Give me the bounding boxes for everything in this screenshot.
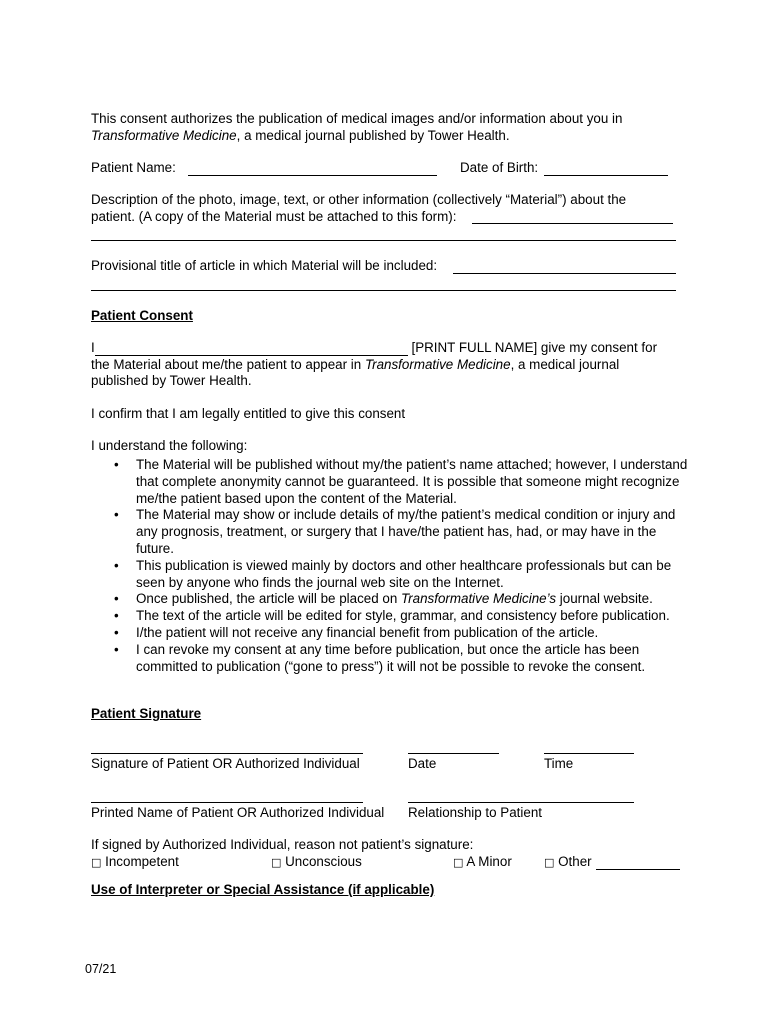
signature-field[interactable] bbox=[91, 753, 363, 754]
list-item: • I/the patient will not receive any financial benefit from publication of the article. bbox=[114, 624, 599, 640]
confirm-statement: I confirm that I am legally entitled to give this consent bbox=[91, 406, 406, 421]
intro-line-1: This consent authorizes the publication of medical images and/or information about you in bbox=[91, 111, 623, 126]
bullet-icon: • bbox=[114, 641, 119, 657]
bullet-icon: • bbox=[114, 507, 119, 523]
provisional-title-field-1[interactable] bbox=[453, 273, 676, 274]
reason-minor[interactable]: □ A Minor bbox=[453, 854, 512, 869]
reason-incompetent[interactable]: □ Incompetent bbox=[91, 854, 179, 869]
patient-name-field[interactable] bbox=[188, 175, 437, 176]
list-item: • The Material may show or include details of my/the patient’s medical condition or injury and any prognosis, treatment, or surgery that I have/the patient has, had, or may have in the future. bbox=[114, 507, 676, 556]
print-full-name-field[interactable] bbox=[95, 355, 408, 356]
bullet-icon: • bbox=[114, 457, 119, 472]
time-label: Time bbox=[544, 756, 574, 771]
checkbox-icon[interactable]: □ bbox=[453, 856, 464, 869]
provisional-title-field-2[interactable] bbox=[91, 290, 676, 291]
bullet-icon: • bbox=[114, 557, 119, 573]
consent-line-2: the Material about me/the patient to appear in Transformative Medicine, a medical journal bbox=[91, 356, 620, 372]
list-item: • Once published, the article will be placed on Transformative Medicine’s journal website. bbox=[114, 591, 653, 607]
authorized-reason-text: If signed by Authorized Individual, reason not patient’s signature: bbox=[91, 837, 474, 852]
other-reason-field[interactable] bbox=[596, 869, 680, 870]
patient-signature-heading: Patient Signature bbox=[91, 706, 202, 721]
printed-name-label: Printed Name of Patient OR Authorized Individual bbox=[91, 805, 385, 820]
time-field[interactable] bbox=[544, 753, 634, 754]
consent-line-3: published by Tower Health. bbox=[91, 373, 252, 389]
description-field-2[interactable] bbox=[91, 240, 676, 241]
patient-name-label: Patient Name: bbox=[91, 160, 176, 175]
description-line-2: patient. (A copy of the Material must be attached to this form): bbox=[91, 208, 457, 224]
bullet-icon: • bbox=[114, 624, 119, 640]
checkbox-icon[interactable]: □ bbox=[271, 856, 282, 869]
reason-unconscious[interactable]: □ Unconscious bbox=[271, 854, 362, 869]
consent-line-1: I [PRINT FULL NAME] give my consent for bbox=[91, 340, 658, 355]
signature-label: Signature of Patient OR Authorized Individual bbox=[91, 756, 360, 771]
list-item: • I can revoke my consent at any time before publication, but once the article has been committed to publication (“gone to press”) it will not be possible to revoke the consent. bbox=[114, 641, 646, 674]
footer-revision-date: 07/21 bbox=[85, 962, 117, 976]
understanding-list bbox=[91, 457, 691, 675]
date-field[interactable] bbox=[408, 753, 499, 754]
checkbox-icon[interactable]: □ bbox=[91, 856, 102, 869]
bullet-icon: • bbox=[114, 608, 119, 624]
journal-name: Transformative Medicine bbox=[91, 127, 237, 143]
description-paragraph bbox=[91, 192, 681, 225]
list-item: • The Material will be published without my/the patient’s name attached; however, I understand that complete anonymity cannot be guaranteed. It is possible that someone might recognize me/the patient based upon the content of the Material. bbox=[114, 457, 688, 506]
checkbox-icon[interactable]: □ bbox=[544, 856, 555, 869]
relationship-field[interactable] bbox=[408, 802, 634, 803]
understand-intro: I understand the following: bbox=[91, 438, 248, 453]
reason-other[interactable]: □ Other bbox=[544, 854, 592, 869]
intro-line-2: Transformative Medicine, a medical journal published by Tower Health. bbox=[91, 127, 510, 143]
patient-consent-heading: Patient Consent bbox=[91, 308, 193, 323]
interpreter-heading: Use of Interpreter or Special Assistance (if applicable) bbox=[91, 882, 435, 897]
description-field-1[interactable] bbox=[472, 223, 673, 224]
relationship-label: Relationship to Patient bbox=[408, 805, 542, 820]
dob-field[interactable] bbox=[544, 175, 668, 176]
consent-paragraph bbox=[91, 340, 681, 390]
dob-label: Date of Birth: bbox=[460, 160, 539, 175]
description-line-1: Description of the photo, image, text, or other information (collectively “Material”) about the bbox=[91, 192, 627, 207]
list-item: • This publication is viewed mainly by doctors and other healthcare professionals but can be seen by anyone who finds the journal web site on the Internet. bbox=[114, 557, 672, 590]
list-item: • The text of the article will be edited for style, grammar, and consistency before publication. bbox=[114, 608, 670, 624]
bullet-icon: • bbox=[114, 591, 119, 607]
printed-name-field[interactable] bbox=[91, 802, 363, 803]
date-label: Date bbox=[408, 756, 437, 771]
provisional-title-label: Provisional title of article in which Material will be included: bbox=[91, 258, 438, 273]
intro-paragraph bbox=[91, 111, 681, 144]
